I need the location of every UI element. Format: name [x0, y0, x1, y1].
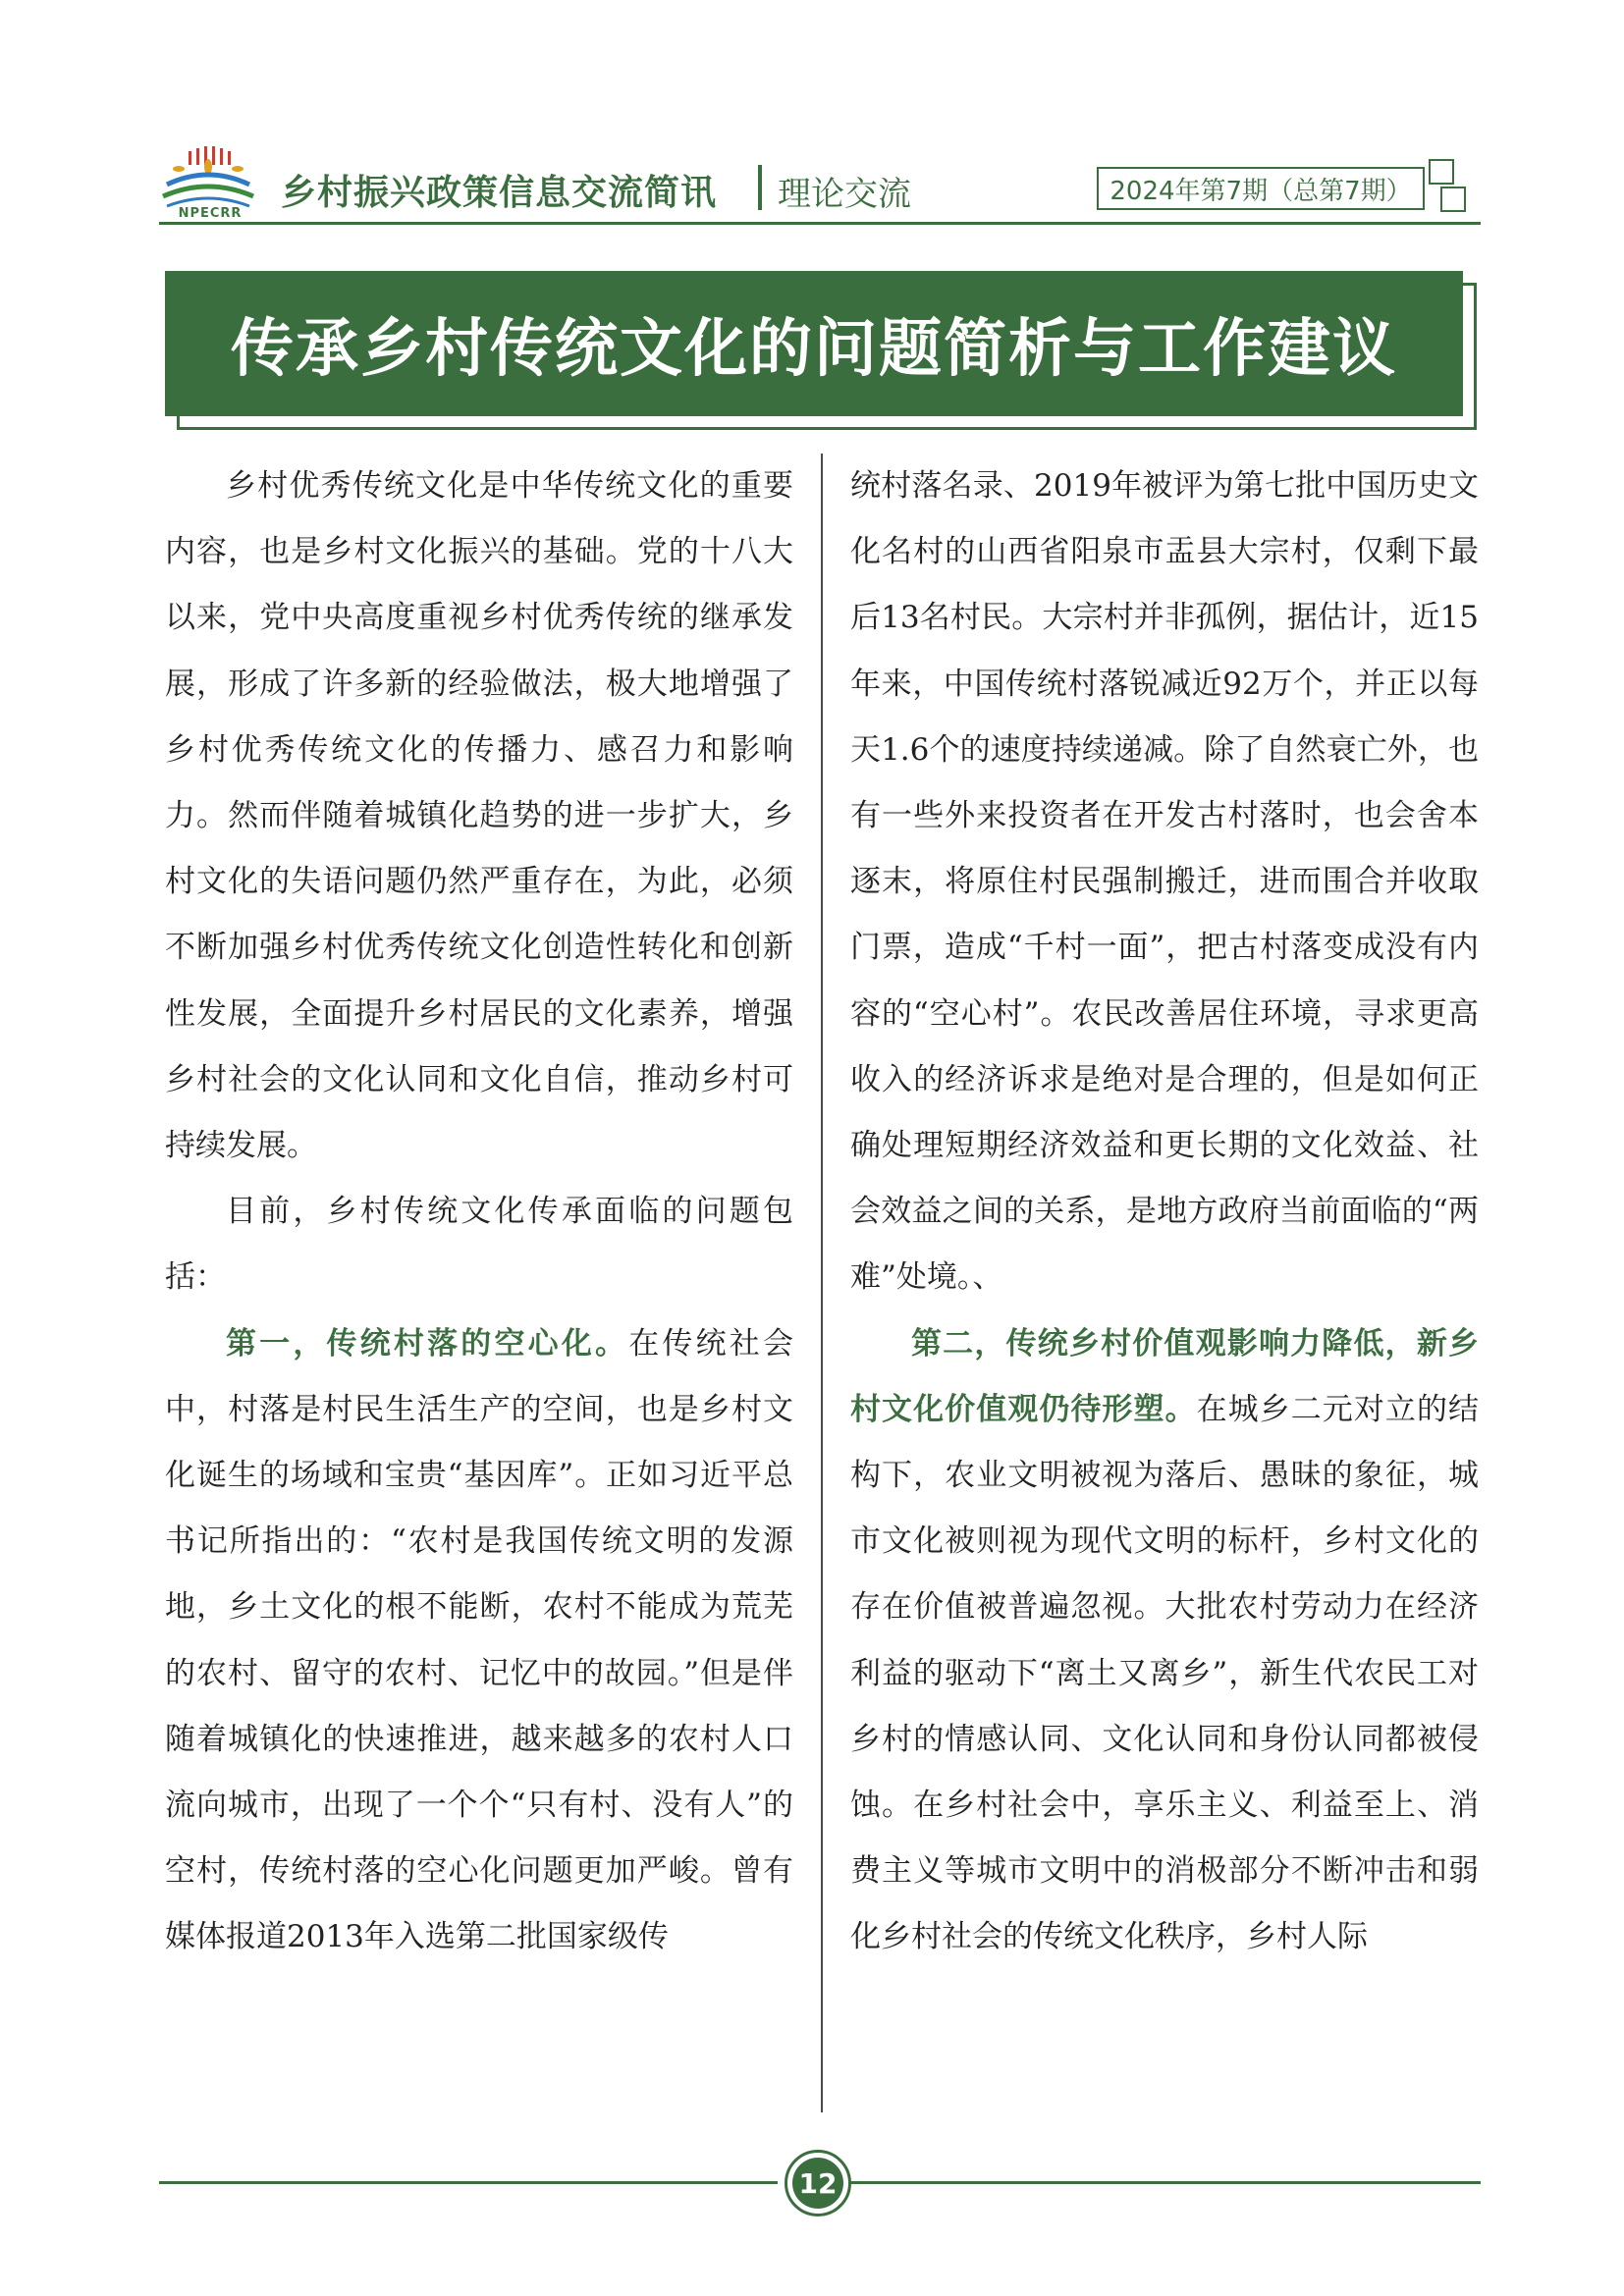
title-separator: [758, 165, 762, 210]
paragraph: [850, 1311, 1479, 1971]
column-divider: [821, 454, 823, 2112]
left-column: [165, 454, 793, 1971]
page-header: [159, 128, 1481, 222]
page-number-badge: [785, 2150, 851, 2216]
section-label: 理论交流: [778, 175, 911, 214]
right-column: [850, 454, 1479, 1971]
logo-text: NPECRR: [178, 206, 243, 221]
paragraph: 统村落名录、2019年被评为第七批中国历史文化名村的山西省阳泉市盂县大宗村，仅剩下最后13名村民。大宗村并非孤例，据估计，近15年来，中国传统村落锐减近92万个，并正以每天1.6个的速度持续递减。除了自然衰亡外，也有一些外来投资者在开发古村落时，也会舍本逐末，将原住村民强制搬迁，进而围合并收取门票，造成“千村一面”，把古村落变成没有内容的“空心村”。农民改善居住环境，寻求更高收入的经济诉求是绝对是合理的，但是如何正确处理短期经济效益和更长期的文化效益、社会效益之间的关系，是地方政府当前面临的“两难”处境。、: [850, 468, 1479, 1296]
paragraph-heading: 第二，传统乡村价值观影响力降低，新乡村文化价值观仍待形塑。: [850, 1325, 1479, 1427]
header-divider: [159, 222, 1481, 225]
paragraph-heading: 第一，传统村落的空心化。: [226, 1325, 629, 1362]
article-title: 传承乡村传统文化的问题简析与工作建议: [231, 312, 1397, 386]
footer-divider: [159, 2181, 778, 2184]
paragraph-text: 在城乡二元对立的结构下，农业文明被视为落后、愚昧的象征，城市文化被则视为现代文明的标杆，乡村文化的存在价值被普遍忽视。大批农村劳动力在经济利益的驱动下“离土又离乡”，新生代农民工对乡村的情感认同、文化认同和身份认同都被侵蚀。在乡村社会中，享乐主义、利益至上、消费主义等城市文明中的消极部分不断冲击和弱化乡村社会的传统文化秩序，乡村人际: [850, 1391, 1479, 1955]
paragraph: [165, 1311, 793, 1971]
paragraph-text: 在传统社会中，村落是村民生活生产的空间，也是乡村文化诞生的场域和宝贵“基因库”。正如习近平总书记所指出的：“农村是我国传统文明的发源地，乡土文化的根不能断，农村不能成为荒芜的农村、留守的农村、记忆中的故园。”但是伴随着城镇化的快速推进，越来越多的农村人口流向城市，出现了一个个“只有村、没有人”的空村，传统村落的空心化问题更加严峻。曾有媒体报道2013年入选第二批国家级传: [165, 1325, 793, 1955]
issue-label: 2024年第7期（总第7期）: [1097, 167, 1425, 210]
paragraph: 目前，乡村传统文化传承面临的问题包括：: [165, 1194, 793, 1296]
title-banner: [165, 271, 1463, 416]
publication-title: 乡村振兴政策信息交流简讯: [281, 173, 718, 213]
page-number: 12: [792, 2158, 843, 2209]
issue-box-decoration: [1440, 187, 1466, 212]
paragraph: 乡村优秀传统文化是中华传统文化的重要内容，也是乡村文化振兴的基础。党的十八大以来，党中央高度重视乡村优秀传统的继承发展，形成了许多新的经验做法，极大地增强了乡村优秀传统文化的传播力、感召力和影响力。然而伴随着城镇化趋势的进一步扩大，乡村文化的失语问题仍然严重存在，为此，必须不断加强乡村优秀传统文化创造性转化和创新性发展，全面提升乡村居民的文化素养，增强乡村社会的文化认同和文化自信，推动乡村可持续发展。: [165, 468, 793, 1164]
footer-divider: [850, 2181, 1481, 2184]
issue-box-decoration: [1429, 159, 1454, 185]
